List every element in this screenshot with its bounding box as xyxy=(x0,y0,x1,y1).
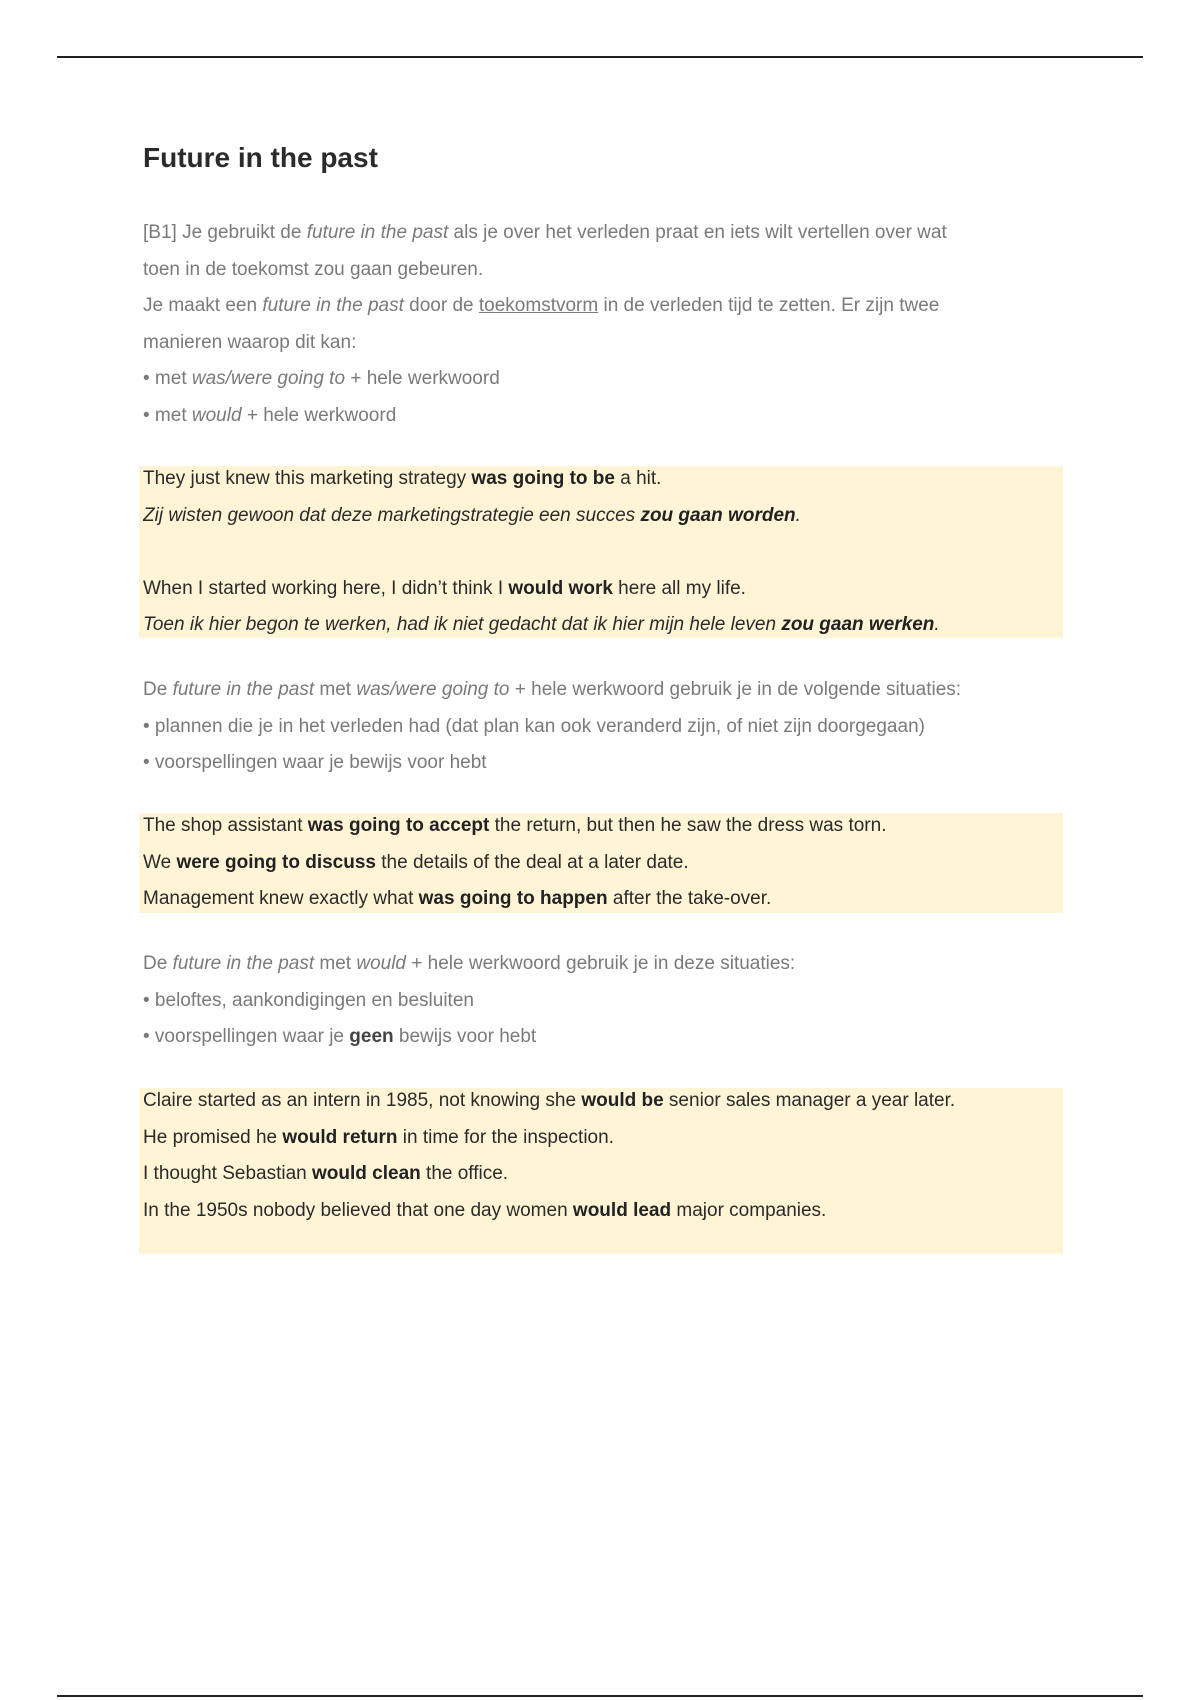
going-to-section xyxy=(143,672,1063,782)
example-1-sentence-1: They just knew this marketing strategy was going to be a hit. xyxy=(143,468,662,489)
example-3-sentence-1: Claire started as an intern in 1985, not knowing she would be senior sales manager a year later. xyxy=(143,1090,956,1111)
toekomstvorm-link[interactable]: toekomstvorm xyxy=(478,295,599,316)
example-section-3 xyxy=(143,1083,1063,1229)
would-heading: De future in the past met would + hele werkwoord gebruik je in deze situaties: xyxy=(143,953,796,974)
intro-line-4: manieren waarop dit kan: xyxy=(143,331,357,353)
example-1-translation-2: Toen ik hier begon te werken, had ik niet gedacht dat ik hier mijn hele leven zou gaan werken. xyxy=(143,614,940,635)
intro-section xyxy=(143,215,1063,434)
example-1-spacer xyxy=(143,534,1063,571)
example-1-sentence-2: When I started working here, I didn’t think I would work here all my life. xyxy=(143,577,746,599)
intro-bullet-1: • met was/were going to + hele werkwoord xyxy=(143,368,500,389)
example-3-sentence-3: I thought Sebastian would clean the office. xyxy=(143,1163,509,1184)
example-2-sentence-1: The shop assistant was going to accept the return, but then he saw the dress was torn. xyxy=(143,815,887,836)
going-to-heading: De future in the past met was/were going to + hele werkwoord gebruik je in de volgende situaties: xyxy=(143,679,962,700)
going-to-bullet-1: • plannen die je in het verleden had (dat plan kan ook veranderd zijn, of niet zijn doorgegaan) xyxy=(143,715,925,737)
would-section xyxy=(143,946,1063,1056)
example-3-sentence-2: He promised he would return in time for the inspection. xyxy=(143,1126,614,1148)
header-rule xyxy=(57,56,1143,58)
example-section-2 xyxy=(143,808,1063,918)
example-1-translation-1: Zij wisten gewoon dat deze marketingstrategie een succes zou gaan worden. xyxy=(143,504,801,526)
example-2-sentence-2: We were going to discuss the details of the deal at a later date. xyxy=(143,851,689,873)
intro-bullet-2: • met would + hele werkwoord xyxy=(143,404,397,426)
would-bullet-2: • voorspellingen waar je geen bewijs voor hebt xyxy=(143,1026,537,1047)
intro-line-3: Je maakt een future in the past door de toekomstvorm in de verleden tijd te zetten. Er zijn twee xyxy=(143,295,940,316)
going-to-bullet-2: • voorspellingen waar je bewijs voor hebt xyxy=(143,752,487,773)
example-section-1 xyxy=(143,461,1063,644)
intro-line-1: [B1] Je gebruikt de future in the past als je over het verleden praat en iets wilt vertellen over wat xyxy=(143,222,947,243)
would-bullet-1: • beloftes, aankondigingen en besluiten xyxy=(143,989,474,1011)
page-title: Future in the past xyxy=(143,142,378,173)
footer-rule xyxy=(57,1695,1143,1697)
example-2-sentence-3: Management knew exactly what was going to happen after the take-over. xyxy=(143,888,772,909)
example-3-sentence-4: In the 1950s nobody believed that one day women would lead major companies. xyxy=(143,1199,827,1221)
intro-line-2: toen in de toekomst zou gaan gebeuren. xyxy=(143,258,484,280)
